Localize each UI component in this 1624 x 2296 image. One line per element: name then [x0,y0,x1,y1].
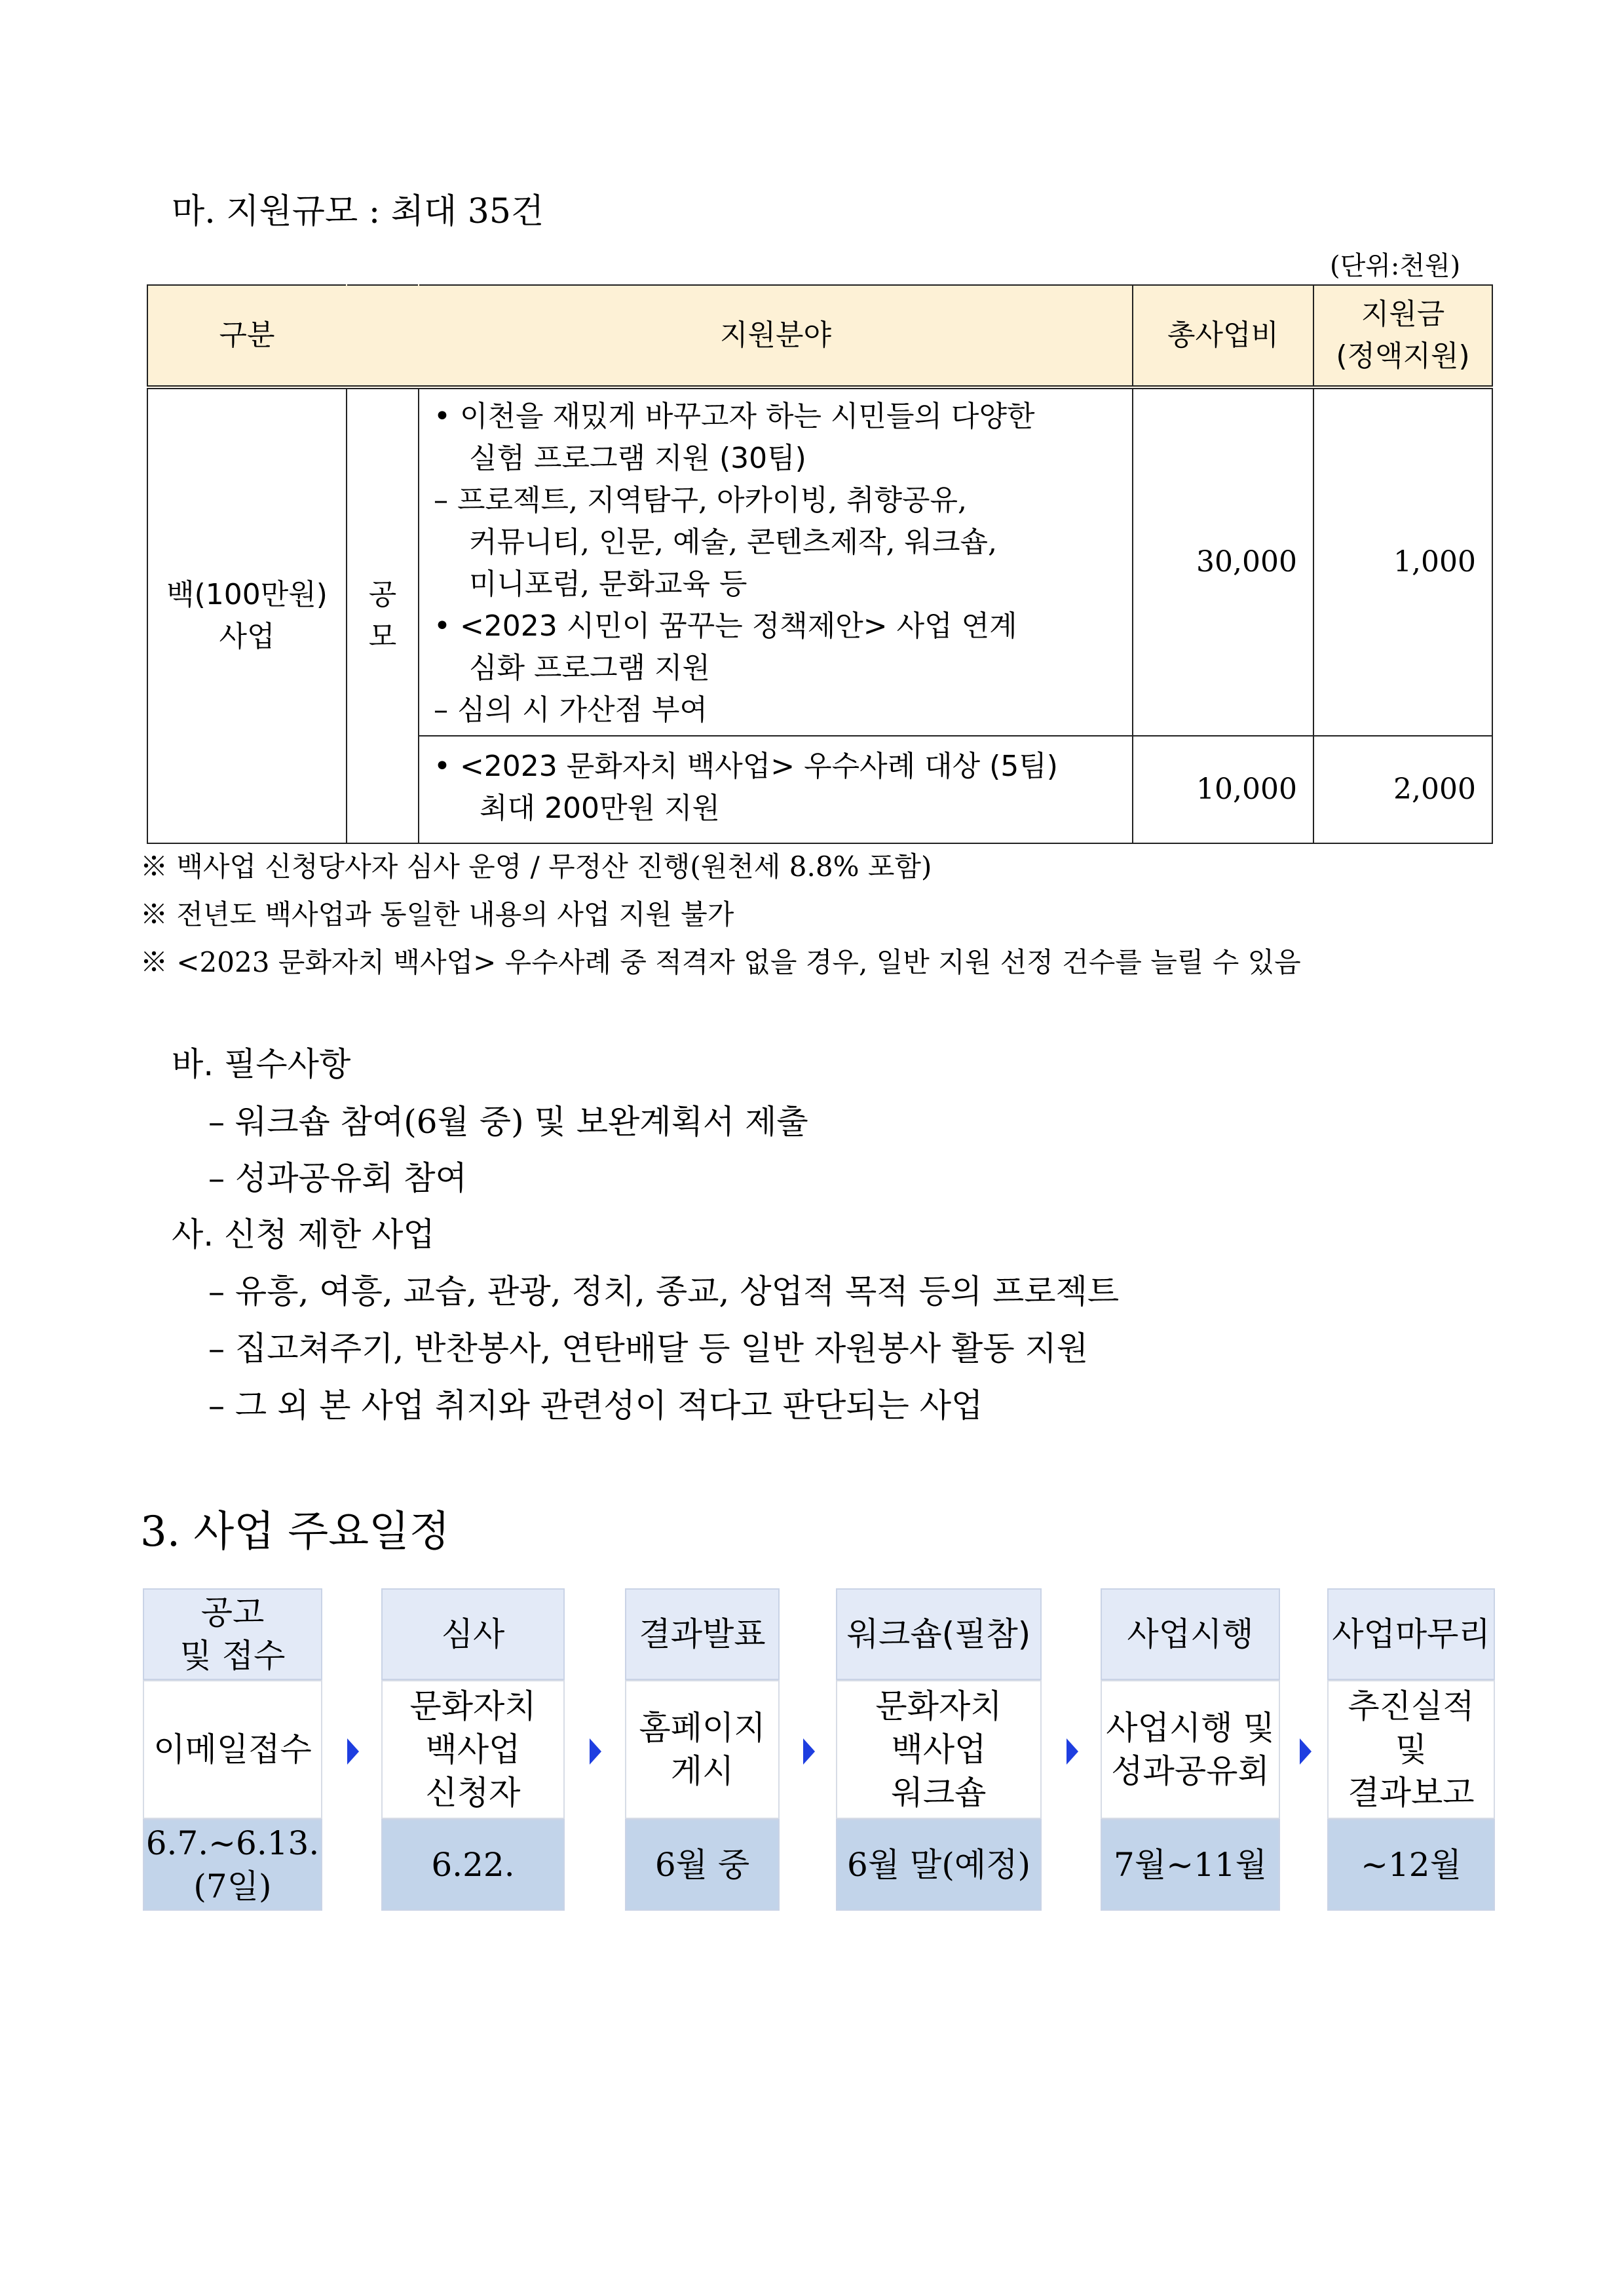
step-date-line2: (7일) [193,1867,272,1905]
field-best-line2: 최대 200만원 지원 [480,792,720,825]
step-detail-line2: 성과공유회 [1111,1752,1270,1790]
step-detail-line2: 게시 [670,1752,734,1790]
step-date: 6월 말(예정) [836,1819,1042,1911]
grant-cell-main: 1,000 [1313,387,1492,736]
section-title-restricted: 사. 신청 제한 사업 [172,1215,435,1253]
schedule-title: 3. 사업 주요일정 [140,1508,450,1556]
header-grant [1313,285,1492,387]
step-date: 7월~11월 [1101,1819,1280,1911]
header-grant-line1: 지원금 [1361,297,1445,331]
field-bullet-2-cont: 심화 프로그램 지원 [469,651,711,685]
step-detail-line1: 추진실적 및 [1348,1687,1475,1769]
step-date-line1: 6.7.~6.13. [145,1824,320,1862]
table-row [147,387,1492,736]
step-detail [381,1680,565,1819]
arrow-right-icon [1300,1738,1312,1765]
step-detail-line1: 문화자치 [875,1687,1002,1725]
arrow-right-icon [1067,1738,1078,1765]
step-heading: 워크숍(필참) [836,1588,1042,1680]
step-heading: 결과발표 [625,1588,780,1680]
step-detail [836,1680,1042,1819]
category-line2: 사업 [219,620,275,653]
field-bullet-1: • 이천을 재밌게 바꾸고자 하는 시민들의 다양한 [434,400,1035,433]
step-detail-line1: 문화자치 [409,1687,537,1725]
note-item: ※ 전년도 백사업과 동일한 내용의 사업 지원 불가 [140,898,734,930]
unit-label: (단위:천원) [1330,251,1461,281]
step-date: 6.22. [381,1819,565,1911]
step-date: ~12월 [1327,1819,1495,1911]
step-detail-line1: 이메일접수 [153,1731,312,1769]
field-sub-1-cont-a: 커뮤니티, 인문, 예술, 콘텐츠제작, 워크숍, [469,526,997,559]
step-detail [143,1680,322,1819]
header-grant-line2: (정액지원) [1336,339,1470,373]
step-detail [625,1680,780,1819]
method-line1: 공 [368,578,397,611]
arrow-right-icon [347,1738,359,1765]
step-detail-line2: 결과보고 [1348,1774,1475,1812]
field-best-line1: • <2023 문화자치 백사업> 우수사례 대상 (5팀) [434,750,1058,783]
header-category: 구분 [147,285,347,387]
support-table [147,284,1493,844]
step-heading: 사업시행 [1101,1588,1280,1680]
step-heading: 심사 [381,1588,565,1680]
total-cell-best: 10,000 [1133,736,1313,843]
section-title-required: 바. 필수사항 [172,1045,351,1083]
step-detail-line1: 사업시행 및 [1106,1709,1275,1747]
total-cell-main: 30,000 [1133,387,1313,736]
field-bullet-1-cont: 실험 프로그램 지원 (30팀) [469,442,806,475]
step-heading-line1: 공고 [200,1594,265,1632]
field-sub-1-cont-b: 미니포럼, 문화교육 등 [469,567,747,601]
step-detail-line2: 백사업 [425,1731,521,1769]
step-detail [1327,1680,1495,1819]
header-spacer [347,285,419,387]
restricted-item: – 유흥, 여흥, 교습, 관광, 정치, 종교, 상업적 목적 등의 프로젝트 [208,1272,1120,1311]
step-date [143,1819,322,1911]
restricted-item: – 집고쳐주기, 반찬봉사, 연탄배달 등 일반 자원봉사 활동 지원 [208,1330,1089,1368]
field-cell-main [419,387,1133,736]
header-total: 총사업비 [1133,285,1313,387]
method-cell [347,387,419,843]
category-cell [147,387,347,843]
step-date: 6월 중 [625,1819,780,1911]
field-sub-1: – 프로젝트, 지역탐구, 아카이빙, 취향공유, [434,484,967,517]
section-title-scale: 마. 지원규모 : 최대 35건 [172,192,544,231]
category-line1: 백(100만원) [166,578,328,611]
note-item: ※ <2023 문화자치 백사업> 우수사례 중 적격자 없을 경우, 일반 지원 선정 건수를 늘릴 수 있음 [140,946,1301,978]
table-header-row [147,285,1492,387]
header-field: 지원분야 [419,285,1133,387]
required-item: – 워크숍 참여(6월 중) 및 보완계획서 제출 [208,1103,808,1141]
arrow-right-icon [803,1738,815,1765]
step-detail-line2: 백사업 [891,1731,987,1769]
step-detail-line1: 홈페이지 [639,1709,766,1747]
step-heading [143,1588,322,1680]
required-item: – 성과공유회 참여 [208,1159,467,1197]
field-sub-2: – 심의 시 가산점 부여 [434,693,708,727]
grant-cell-best: 2,000 [1313,736,1492,843]
notes [140,843,1301,986]
step-heading-line2: 및 접수 [179,1637,286,1675]
arrow-right-icon [590,1738,601,1765]
step-detail [1101,1680,1280,1819]
field-cell-best [419,736,1133,843]
step-heading: 사업마무리 [1327,1588,1495,1680]
field-bullet-2: • <2023 시민이 꿈꾸는 정책제안> 사업 연계 [434,609,1017,643]
step-detail-line3: 신청자 [425,1774,521,1812]
note-item: ※ 백사업 신청당사자 심사 운영 / 무정산 진행(원천세 8.8% 포함) [140,851,932,883]
restricted-item: – 그 외 본 사업 취지와 관련성이 적다고 판단되는 사업 [208,1387,983,1425]
step-detail-line3: 워크숍 [891,1774,987,1812]
method-line2: 모 [368,620,397,653]
